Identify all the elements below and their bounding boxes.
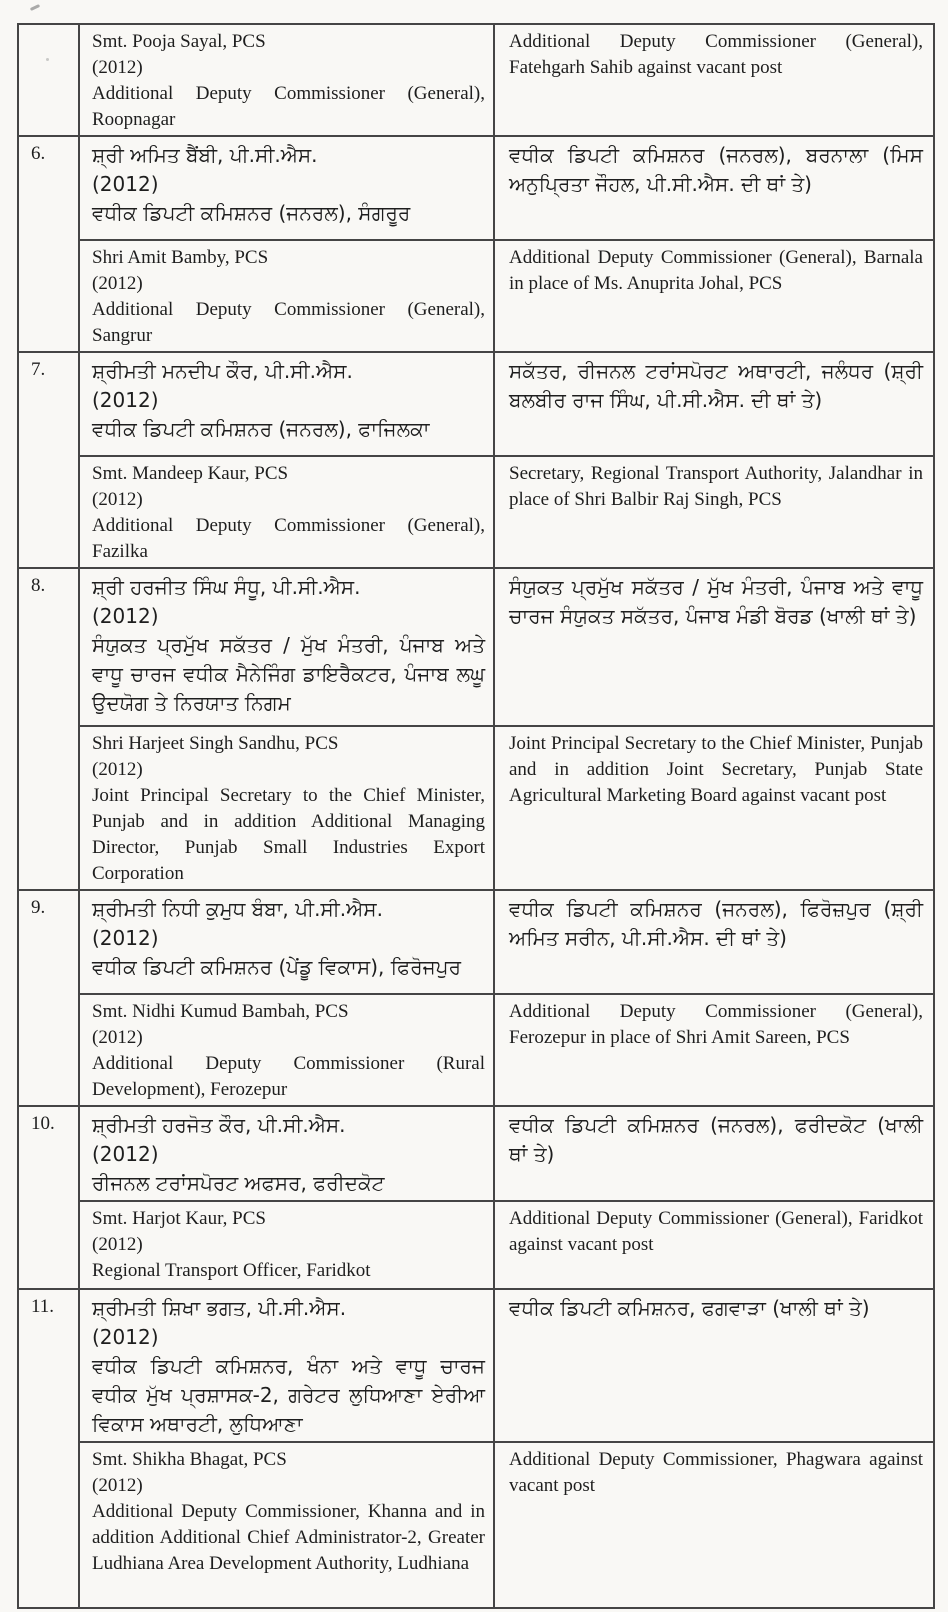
officer-name: ਸ਼੍ਰੀਮਤੀ ਹਰਜੋਤ ਕੌਰ, ਪੀ.ਸੀ.ਐਸ. xyxy=(92,1113,346,1137)
table-row xyxy=(18,726,934,890)
new-posting-text: ਵਧੀਕ ਡਿਪਟੀ ਕਮਿਸ਼ਨਰ (ਜਨਰਲ), ਫਰੀਦਕੋਟ (ਖਾਲੀ ਥਾਂ ਤੇ) xyxy=(509,1113,923,1166)
table-row xyxy=(18,136,934,240)
officer-position: ਵਧੀਕ ਡਿਪਟੀ ਕਮਿਸ਼ਨਰ (ਪੇਂਡੂ ਵਿਕਾਸ), ਫਿਰੋਜਪੁਰ xyxy=(92,955,461,979)
officer-name: Smt. Shikha Bhagat, PCS xyxy=(92,1449,287,1470)
table-row xyxy=(18,352,934,456)
officer-position: Additional Deputy Commissioner (General), Roopnagar xyxy=(92,83,485,130)
serial-cell: 7. xyxy=(18,352,79,568)
officer-position: ਸੰਯੁਕਤ ਪ੍ਰਮੁੱਖ ਸਕੱਤਰ / ਮੁੱਖ ਮੰਤਰੀ, ਪੰਜਾਬ ਅਤੇ ਵਾਧੂ ਚਾਰਜ ਵਧੀਕ ਮੈਨੇਜਿੰਗ ਡਾਇਰੈਕਟਰ, ਪੰਜਾਬ ਲਘੂ ਉਦਯੋਗ ਤੇ ਨਿਰਯਾਤ ਨਿਗਮ xyxy=(92,633,485,715)
new-posting-text: ਵਧੀਕ ਡਿਪਟੀ ਕਮਿਸ਼ਨਰ (ਜਨਰਲ), ਫਿਰੋਜ਼ਪੁਰ (ਸ਼੍ਰੀ ਅਮਿਤ ਸਰੀਨ, ਪੀ.ਸੀ.ਐਸ. ਦੀ ਥਾਂ ਤੇ) xyxy=(509,897,923,950)
new-posting-cell xyxy=(494,568,934,726)
new-posting-cell xyxy=(494,1106,934,1201)
officer-name: Smt. Nidhi Kumud Bambah, PCS xyxy=(92,1001,349,1022)
new-posting-cell xyxy=(494,240,934,352)
new-posting-cell xyxy=(494,1289,934,1442)
new-posting-text: Additional Deputy Commissioner (General), Fatehgarh Sahib against vacant post xyxy=(509,31,923,78)
officer-current-posting-cell xyxy=(79,456,494,568)
officer-name: ਸ਼੍ਰੀ ਅਮਿਤ ਬੈਂਬੀ, ਪੀ.ਸੀ.ਐਸ. xyxy=(92,143,318,167)
serial-cell: 6. xyxy=(18,136,79,352)
officer-position: ਰੀਜਨਲ ਟਰਾਂਸਪੋਰਟ ਅਫਸਰ, ਫਰੀਦਕੋਟ xyxy=(92,1171,385,1195)
officer-current-posting-cell xyxy=(79,890,494,994)
officer-year: (2012) xyxy=(92,172,159,196)
new-posting-text: Additional Deputy Commissioner (General), Ferozepur in place of Shri Amit Sareen, PCS xyxy=(509,1001,923,1048)
new-posting-text: Additional Deputy Commissioner, Phagwara against vacant post xyxy=(509,1449,923,1496)
new-posting-text: ਸਕੱਤਰ, ਰੀਜਨਲ ਟਰਾਂਸਪੋਰਟ ਅਥਾਰਟੀ, ਜਲੰਧਰ (ਸ਼੍ਰੀ ਬਲਬੀਰ ਰਾਜ ਸਿੰਘ, ਪੀ.ਸੀ.ਐਸ. ਦੀ ਥਾਂ ਤੇ) xyxy=(509,359,923,412)
officer-name: Smt. Harjot Kaur, PCS xyxy=(92,1208,266,1229)
new-posting-text: ਵਧੀਕ ਡਿਪਟੀ ਕਮਿਸ਼ਨਰ, ਫਗਵਾੜਾ (ਖਾਲੀ ਥਾਂ ਤੇ) xyxy=(509,1296,870,1320)
officer-name: ਸ਼੍ਰੀਮਤੀ ਸ਼ਿਖਾ ਭਗਤ, ਪੀ.ਸੀ.ਐਸ. xyxy=(92,1296,347,1320)
table-row xyxy=(18,1106,934,1201)
officer-year: (2012) xyxy=(92,759,143,780)
new-posting-text: ਸੰਯੁਕਤ ਪ੍ਰਮੁੱਖ ਸਕੱਤਰ / ਮੁੱਖ ਮੰਤਰੀ, ਪੰਜਾਬ ਅਤੇ ਵਾਧੂ ਚਾਰਜ ਸੰਯੁਕਤ ਸਕੱਤਰ, ਪੰਜਾਬ ਮੰਡੀ ਬੋਰਡ (ਖਾਲੀ ਥਾਂ ਤੇ) xyxy=(509,575,923,628)
officer-position: Joint Principal Secretary to the Chief Minister, Punjab and in addition Additional Managing Director, Punjab Small Industries Export Corporation xyxy=(92,785,485,884)
officer-name: ਸ਼੍ਰੀ ਹਰਜੀਤ ਸਿੰਘ ਸੰਧੂ, ਪੀ.ਸੀ.ਐਸ. xyxy=(92,575,361,599)
officer-position: ਵਧੀਕ ਡਿਪਟੀ ਕਮਿਸ਼ਨਰ (ਜਨਰਲ), ਫਾਜਿਲਕਾ xyxy=(92,417,430,441)
officer-current-posting-cell xyxy=(79,24,494,136)
officer-current-posting-cell xyxy=(79,568,494,726)
officer-name: Shri Harjeet Singh Sandhu, PCS xyxy=(92,733,339,754)
new-posting-cell xyxy=(494,136,934,240)
officer-year: (2012) xyxy=(92,1475,143,1496)
table-row xyxy=(18,568,934,726)
new-posting-cell xyxy=(494,24,934,136)
table-row xyxy=(18,1442,934,1608)
officer-name: Smt. Pooja Sayal, PCS xyxy=(92,31,266,52)
transfer-orders-table xyxy=(17,23,935,1609)
officer-name: ਸ਼੍ਰੀਮਤੀ ਨਿਧੀ ਕੁਮੁਧ ਬੰਬਾ, ਪੀ.ਸੀ.ਐਸ. xyxy=(92,897,383,921)
table-row xyxy=(18,24,934,136)
officer-name: Shri Amit Bamby, PCS xyxy=(92,247,269,268)
officer-position: ਵਧੀਕ ਡਿਪਟੀ ਕਮਿਸ਼ਨਰ, ਖੰਨਾ ਅਤੇ ਵਾਧੂ ਚਾਰਜ ਵਧੀਕ ਮੁੱਖ ਪ੍ਰਸ਼ਾਸਕ-2, ਗਰੇਟਰ ਲੁਧਿਆਣਾ ਏਰੀਆ ਵਿਕਾਸ ਅਥਾਰਟੀ, ਲੁਧਿਆਣਾ xyxy=(92,1354,485,1436)
new-posting-text: Additional Deputy Commissioner (General), Faridkot against vacant post xyxy=(509,1208,923,1255)
officer-position: Additional Deputy Commissioner (General), Fazilka xyxy=(92,515,485,562)
officer-year: (2012) xyxy=(92,388,159,412)
new-posting-cell xyxy=(494,456,934,568)
officer-position: Additional Deputy Commissioner (General), Sangrur xyxy=(92,299,485,346)
new-posting-text: Secretary, Regional Transport Authority, Jalandhar in place of Shri Balbir Raj Singh, PCS xyxy=(509,463,923,510)
officer-current-posting-cell xyxy=(79,994,494,1106)
officer-year: (2012) xyxy=(92,1142,159,1166)
officer-current-posting-cell xyxy=(79,1201,494,1289)
table-row xyxy=(18,890,934,994)
officer-year: (2012) xyxy=(92,1027,143,1048)
officer-year: (2012) xyxy=(92,273,143,294)
new-posting-cell xyxy=(494,994,934,1106)
new-posting-cell xyxy=(494,352,934,456)
officer-position: Additional Deputy Commissioner (Rural Development), Ferozepur xyxy=(92,1053,485,1100)
new-posting-cell xyxy=(494,726,934,890)
serial-cell: 11. xyxy=(18,1289,79,1608)
officer-name: Smt. Mandeep Kaur, PCS xyxy=(92,463,289,484)
officer-current-posting-cell xyxy=(79,726,494,890)
officer-name: ਸ਼੍ਰੀਮਤੀ ਮਨਦੀਪ ਕੌਰ, ਪੀ.ਸੀ.ਐਸ. xyxy=(92,359,353,383)
table-row xyxy=(18,456,934,568)
scan-artifact-mark xyxy=(30,4,40,11)
officer-current-posting-cell xyxy=(79,240,494,352)
officer-position: Regional Transport Officer, Faridkot xyxy=(92,1260,371,1281)
table-row xyxy=(18,1289,934,1442)
officer-position: ਵਧੀਕ ਡਿਪਟੀ ਕਮਿਸ਼ਨਰ (ਜਨਰਲ), ਸੰਗਰੂਰ xyxy=(92,201,411,225)
officer-position: Additional Deputy Commissioner, Khanna and in addition Additional Chief Administrator-2, Greater Ludhiana Area Development Authority, Ludhiana xyxy=(92,1501,485,1574)
officer-current-posting-cell xyxy=(79,1289,494,1442)
new-posting-text: Additional Deputy Commissioner (General), Barnala in place of Ms. Anuprita Johal, PCS xyxy=(509,247,923,294)
officer-current-posting-cell xyxy=(79,352,494,456)
new-posting-cell xyxy=(494,1442,934,1608)
officer-year: (2012) xyxy=(92,926,159,950)
table-row xyxy=(18,994,934,1106)
officer-current-posting-cell xyxy=(79,1106,494,1201)
officer-year: (2012) xyxy=(92,604,159,628)
table-row xyxy=(18,1201,934,1289)
serial-cell: 9. xyxy=(18,890,79,1106)
serial-cell: 10. xyxy=(18,1106,79,1289)
officer-year: (2012) xyxy=(92,489,143,510)
officer-current-posting-cell xyxy=(79,1442,494,1608)
serial-cell: 8. xyxy=(18,568,79,890)
officer-current-posting-cell xyxy=(79,136,494,240)
officer-year: (2012) xyxy=(92,57,143,78)
officer-year: (2012) xyxy=(92,1234,143,1255)
new-posting-text: ਵਧੀਕ ਡਿਪਟੀ ਕਮਿਸ਼ਨਰ (ਜਨਰਲ), ਬਰਨਾਲਾ (ਮਿਸ ਅਨੁਪ੍ਰਿਤਾ ਜੌਹਲ, ਪੀ.ਸੀ.ਐਸ. ਦੀ ਥਾਂ ਤੇ) xyxy=(509,143,923,196)
officer-year: (2012) xyxy=(92,1325,159,1349)
table-body xyxy=(18,24,934,1608)
table-row xyxy=(18,240,934,352)
new-posting-cell xyxy=(494,1201,934,1289)
serial-cell xyxy=(18,24,79,136)
new-posting-text: Joint Principal Secretary to the Chief Minister, Punjab and in addition Joint Secretary, Punjab State Agricultural Marketing Board against vacant post xyxy=(509,733,923,806)
new-posting-cell xyxy=(494,890,934,994)
